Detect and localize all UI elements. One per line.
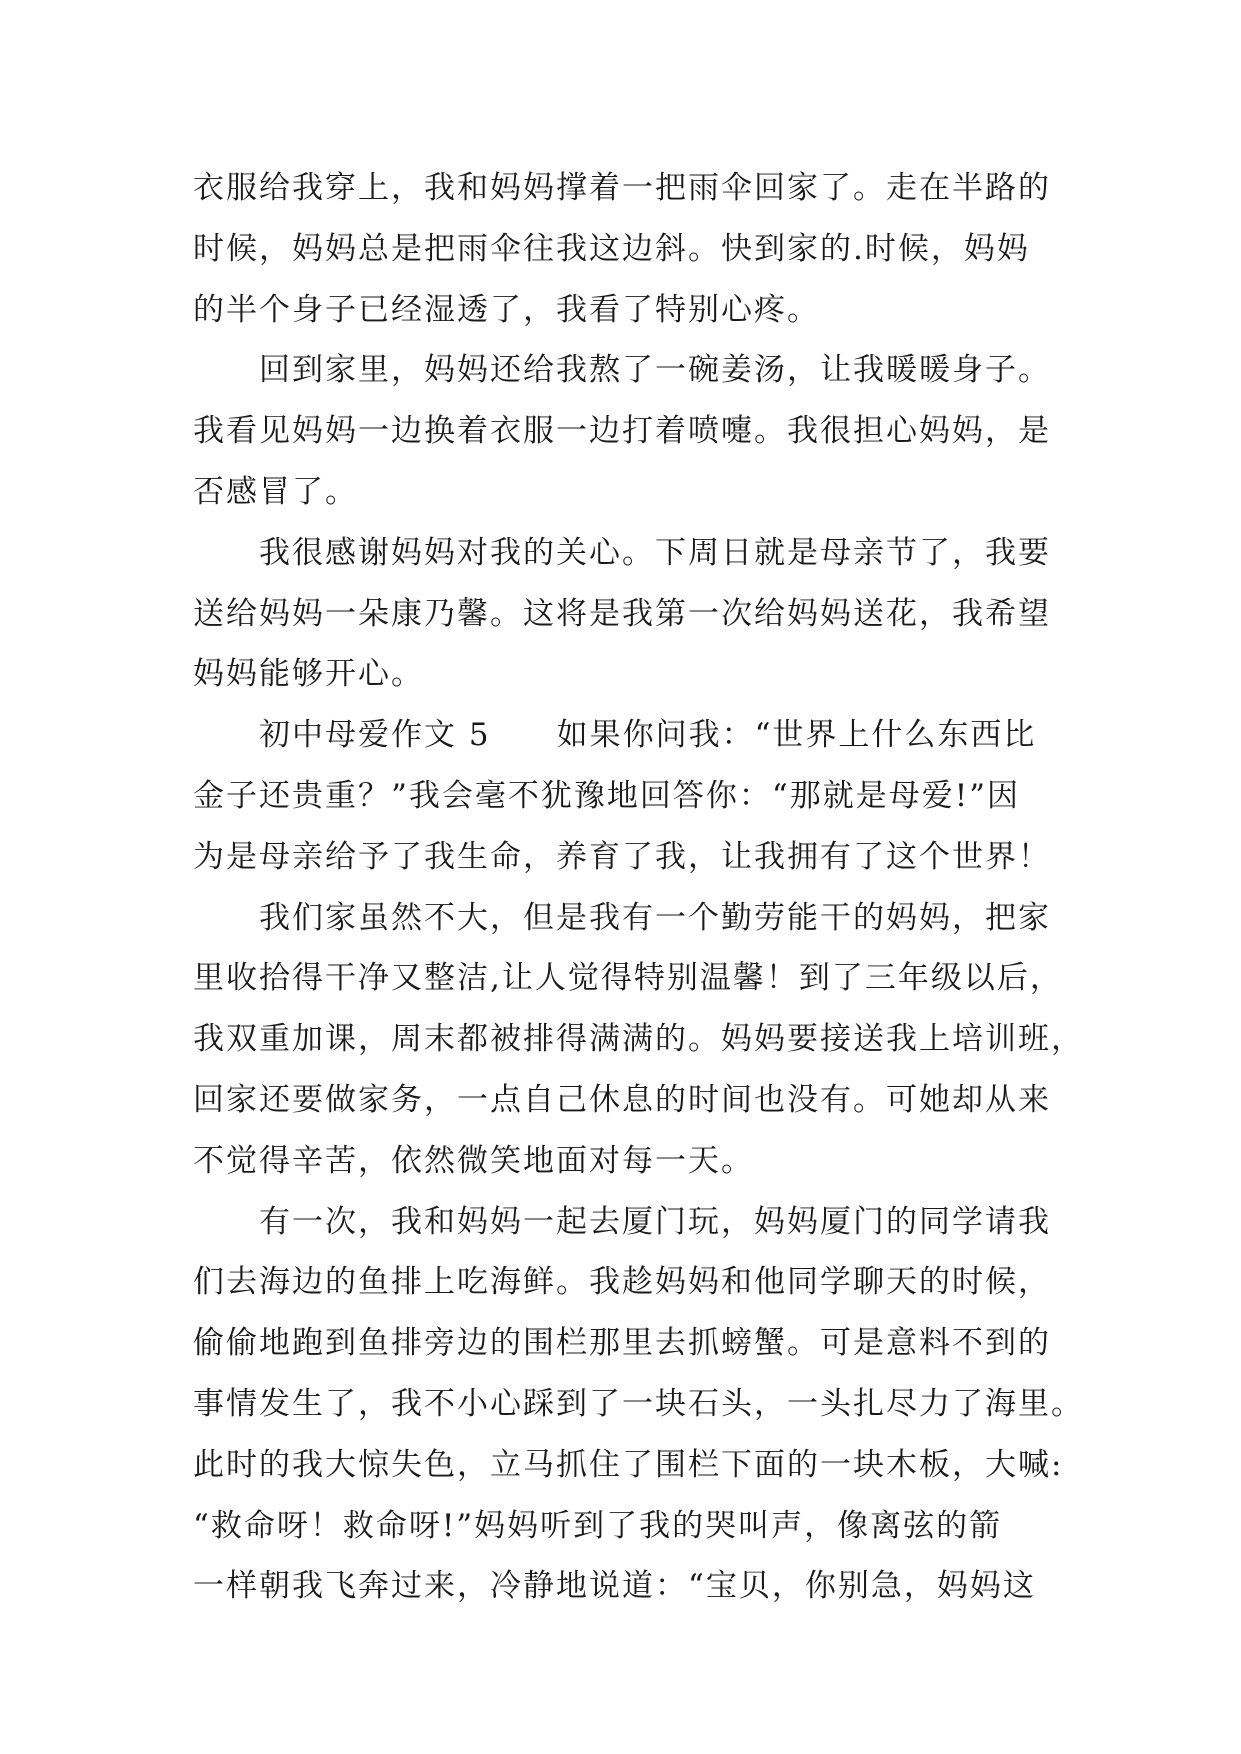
text-line: 衣服给我穿上，我和妈妈撑着一把雨伞回家了。走在半路的 xyxy=(193,170,1051,206)
text-line: 一样朝我飞奔过来，冷静地说道：“宝贝，你别急，妈妈这 xyxy=(193,1568,1036,1605)
paragraph-start-line: 有一次，我和妈妈一起去厦门玩，妈妈厦门的同学请我 xyxy=(259,1203,1051,1240)
text-line: 为是母亲给予了我生命，养育了我，让我拥有了这个世界！ xyxy=(193,838,1051,875)
text-line: 们去海边的鱼排上吃海鲜。我趁妈妈和他同学聊天的时候， xyxy=(193,1264,1051,1301)
text-line: 送给妈妈一朵康乃馨。这将是我第一次给妈妈送花，我希望 xyxy=(193,595,1051,632)
paragraph-start-line: 回到家里，妈妈还给我熬了一碗姜汤，让我暖暖身子。 xyxy=(259,352,1051,389)
paragraph-start-line: 我们家虽然不大，但是我有一个勤劳能干的妈妈，把家 xyxy=(259,899,1051,936)
paragraph-start-line: 我很感谢妈妈对我的关心。下周日就是母亲节了，我要 xyxy=(259,534,1051,571)
text-line: 否感冒了。 xyxy=(193,473,358,510)
text-line: 回家还要做家务，一点自己休息的时间也没有。可她却从来 xyxy=(193,1081,1051,1118)
text-line: 我看见妈妈一边换着衣服一边打着喷嚏。我很担心妈妈，是 xyxy=(193,413,1051,450)
section-heading-line: 初中母爱作文 5 如果你问我：“世界上什么东西比 xyxy=(259,717,1037,754)
text-line: 妈妈能够开心。 xyxy=(193,656,424,693)
text-line: 我双重加课，周末都被排得满满的。妈妈要接送我上培训班， xyxy=(193,1021,1084,1058)
text-line: “救命呀！救命呀!”妈妈听到了我的哭叫声，像离弦的箭 xyxy=(193,1507,1003,1544)
text-line: 里收拾得干净又整洁,让人觉得特别温馨！到了三年级以后， xyxy=(193,960,1063,997)
text-line: 金子还贵重？”我会毫不犹豫地回答你：“那就是母爱!”因 xyxy=(193,777,1020,814)
essay-body xyxy=(193,158,1084,1617)
text-line: 此时的我大惊失色，立马抓住了围栏下面的一块木板，大喊: xyxy=(193,1446,1064,1483)
text-line: 不觉得辛苦，依然微笑地面对每一天。 xyxy=(193,1142,754,1179)
text-line: 的半个身子已经湿透了，我看了特别心疼。 xyxy=(193,291,820,328)
text-line: 时候，妈妈总是把雨伞往我这边斜。快到家的.时候，妈妈 xyxy=(193,230,1030,267)
text-line: 偷偷地跑到鱼排旁边的围栏那里去抓螃蟹。可是意料不到的 xyxy=(193,1325,1051,1362)
text-line: 事情发生了，我不小心踩到了一块石头，一头扎尽力了海里。 xyxy=(193,1385,1084,1422)
